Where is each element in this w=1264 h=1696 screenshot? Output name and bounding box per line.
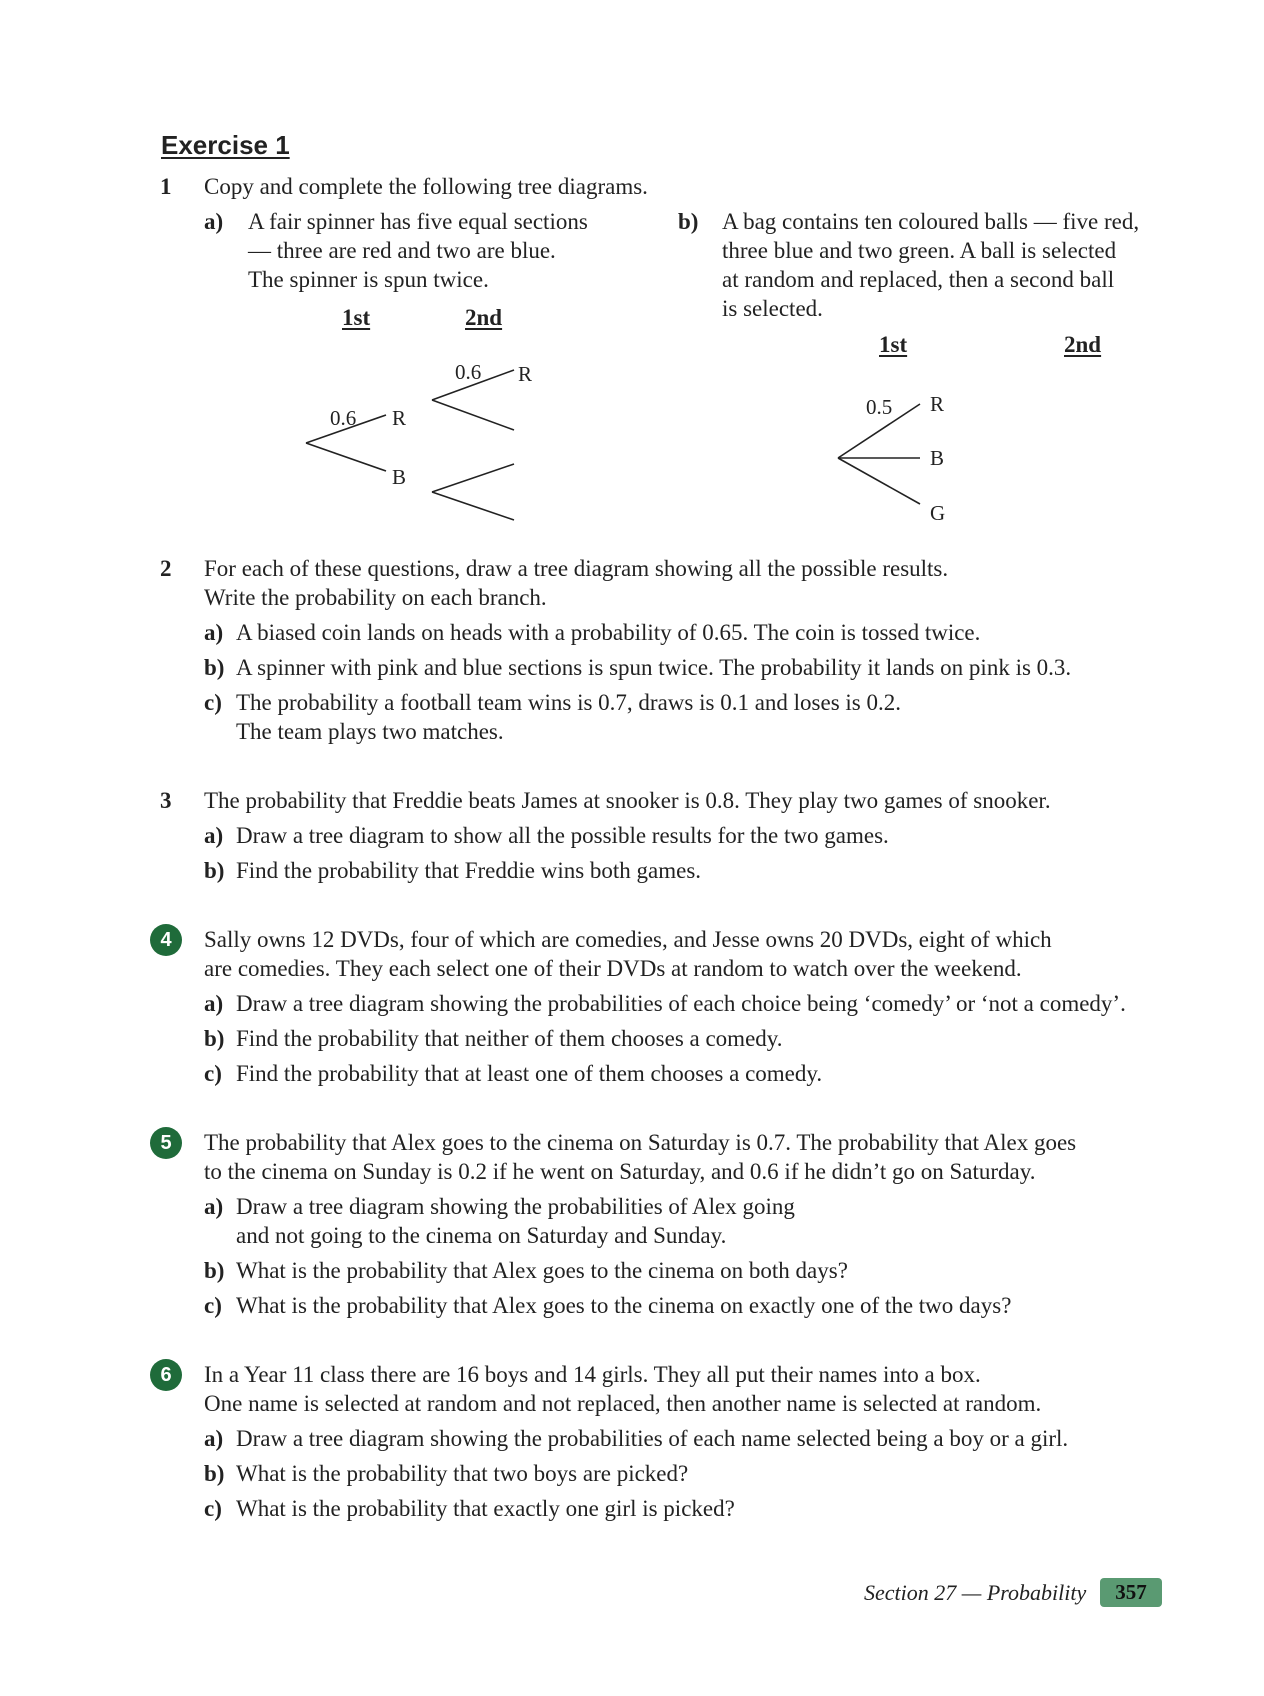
q5b-text: What is the probability that Alex goes to the cinema on both days? <box>236 1258 848 1283</box>
q1a-prob-second-R: 0.6 <box>455 360 482 384</box>
q1a-branch-B <box>306 443 386 471</box>
question-4-line: are comedies. They each select one of their DVDs at random to watch over the weekend. <box>204 956 1022 981</box>
question-5-line: The probability that Alex goes to the cinema on Saturday is 0.7. The probability that Alex goes <box>204 1130 1077 1155</box>
question-6-line: One name is selected at random and not replaced, then another name is selected at random. <box>204 1391 1042 1416</box>
q1a-line: — three are red and two are blue. <box>248 238 556 263</box>
q1b-outcome-R: R <box>930 392 945 416</box>
q1a-second-outcome-R: R <box>518 362 533 386</box>
q1b-prob-first-R: 0.5 <box>866 395 893 419</box>
q2b-label: b) <box>204 655 225 680</box>
q2c-text: The team plays two matches. <box>236 719 504 744</box>
question-3-line: The probability that Freddie beats James at snooker is 0.8. They play two games of snooker. <box>204 788 1051 813</box>
q1b-branch-G <box>838 458 920 504</box>
q1b-outcome-G: G <box>930 501 946 525</box>
q6c-text: What is the probability that exactly one girl is picked? <box>236 1496 735 1521</box>
q1a-second-branch-B <box>432 400 514 430</box>
q1b-header-2nd: 2nd <box>1064 332 1102 357</box>
q6c-label: c) <box>204 1496 222 1521</box>
q6a-label: a) <box>204 1426 224 1451</box>
q6a-text: Draw a tree diagram showing the probabilities of each name selected being a boy or a girl. <box>236 1426 1069 1451</box>
q1a-header-2nd: 2nd <box>465 305 503 330</box>
q1a-outcome-B: B <box>392 465 407 489</box>
question-4-number-badge: 4 <box>150 924 182 956</box>
q2a-label: a) <box>204 620 224 645</box>
q6b-text: What is the probability that two boys are picked? <box>236 1461 689 1486</box>
q1b-outcome-B: B <box>930 446 945 470</box>
q5c-label: c) <box>204 1293 222 1318</box>
q5c-text: What is the probability that Alex goes to the cinema on exactly one of the two days? <box>236 1293 1012 1318</box>
question-1-text: Copy and complete the following tree diagrams. <box>204 174 648 199</box>
q1a-second-branch-B <box>432 492 514 520</box>
question-4-line: Sally owns 12 DVDs, four of which are comedies, and Jesse owns 20 DVDs, eight of which <box>204 927 1052 952</box>
q1a-second-branch-R <box>432 464 514 492</box>
q1b-line: A bag contains ten coloured balls — five red, <box>722 209 1140 234</box>
q1a-label: a) <box>204 209 224 234</box>
q2a-text: A biased coin lands on heads with a probability of 0.65. The coin is tossed twice. <box>236 620 981 645</box>
question-2-line: Write the probability on each branch. <box>204 585 547 610</box>
q1b-label: b) <box>678 209 699 234</box>
question-2-number: 2 <box>160 556 172 581</box>
q3a-text: Draw a tree diagram to show all the possible results for the two games. <box>236 823 889 848</box>
question-2-line: For each of these questions, draw a tree diagram showing all the possible results. <box>204 556 949 581</box>
q1a-outcome-R: R <box>392 406 407 430</box>
q1a-line: The spinner is spun twice. <box>248 267 489 292</box>
q3a-label: a) <box>204 823 224 848</box>
q3b-label: b) <box>204 858 225 883</box>
question-1-number: 1 <box>160 174 172 199</box>
page-number-badge: 357 <box>1100 1578 1162 1607</box>
q2b-text: A spinner with pink and blue sections is spun twice. The probability it lands on pink is 0.3. <box>236 655 1072 680</box>
q1b-line: is selected. <box>722 296 823 321</box>
q1a-header-1st: 1st <box>342 305 371 330</box>
question-5-number-badge: 5 <box>150 1127 182 1159</box>
question-5-line: to the cinema on Sunday is 0.2 if he went on Saturday, and 0.6 if he didn’t go on Saturday. <box>204 1159 1036 1184</box>
q3b-text: Find the probability that Freddie wins both games. <box>236 858 702 883</box>
q1b-header-1st: 1st <box>879 332 908 357</box>
q4b-label: b) <box>204 1026 225 1051</box>
exercise-title: Exercise 1 <box>161 130 290 160</box>
footer-section-title: Section 27 — Probability <box>864 1580 1087 1605</box>
q2c-label: c) <box>204 690 222 715</box>
q4a-label: a) <box>204 991 224 1016</box>
q1b-line: at random and replaced, then a second ball <box>722 267 1115 292</box>
q4b-text: Find the probability that neither of them chooses a comedy. <box>236 1026 783 1051</box>
q5a-text: Draw a tree diagram showing the probabilities of Alex going <box>236 1194 795 1219</box>
q4a-text: Draw a tree diagram showing the probabilities of each choice being ‘comedy’ or ‘not a comedy’. <box>236 991 1126 1016</box>
q1a-prob-first-R: 0.6 <box>330 406 357 430</box>
q4c-text: Find the probability that at least one of them chooses a comedy. <box>236 1061 823 1086</box>
q5a-label: a) <box>204 1194 224 1219</box>
q5a-text: and not going to the cinema on Saturday and Sunday. <box>236 1223 727 1248</box>
q4c-label: c) <box>204 1061 222 1086</box>
q5b-label: b) <box>204 1258 225 1283</box>
q1a-line: A fair spinner has five equal sections <box>248 209 588 234</box>
question-6-line: In a Year 11 class there are 16 boys and 14 girls. They all put their names into a box. <box>204 1362 981 1387</box>
q2c-text: The probability a football team wins is 0.7, draws is 0.1 and loses is 0.2. <box>236 690 901 715</box>
q6b-label: b) <box>204 1461 225 1486</box>
q1b-line: three blue and two green. A ball is selected <box>722 238 1117 263</box>
question-3-number: 3 <box>160 788 172 813</box>
question-6-number-badge: 6 <box>150 1359 182 1391</box>
